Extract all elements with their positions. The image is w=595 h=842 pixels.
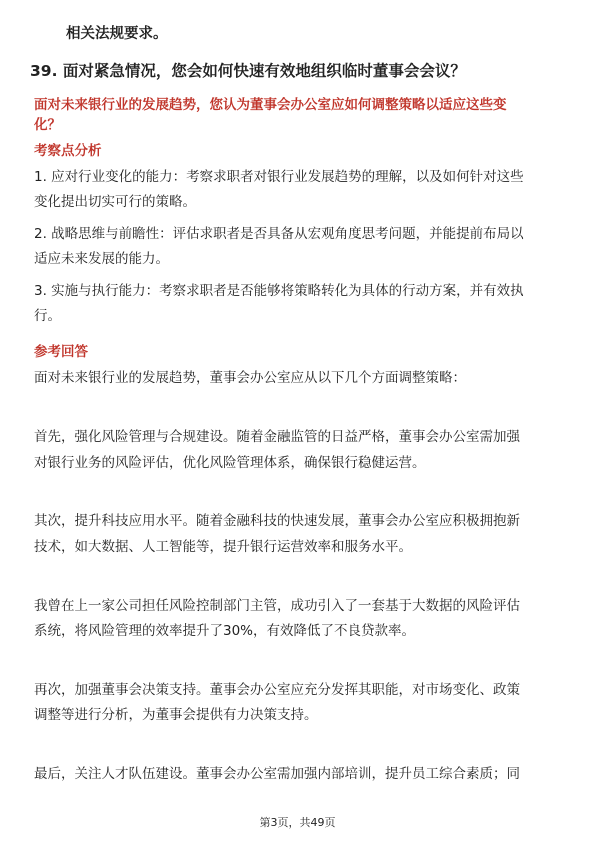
answer-paragraph: 系统，将风险管理的效率提升了30%，有效降低了不良贷款率。 <box>34 623 416 639</box>
answer-paragraph: 技术，如大数据、人工智能等，提升银行运营效率和服务水平。 <box>34 539 412 555</box>
answer-paragraph: 再次，加强董事会决策支持。董事会办公室应充分发挥其职能，对市场变化、政策 <box>34 682 520 698</box>
answer-paragraph: 面对未来银行业的发展趋势，董事会办公室应从以下几个方面调整策略： <box>34 370 466 386</box>
subquestion-line: 面对未来银行业的发展趋势，您认为董事会办公室应如何调整策略以适应这些变 <box>34 97 507 113</box>
analysis-point: 2. 战略思维与前瞻性：评估求职者是否具备从宏观角度思考问题，并能提前布局以 <box>34 226 524 242</box>
analysis-point: 3. 实施与执行能力：考察求职者是否能够将策略转化为具体的行动方案，并有效执 <box>34 283 524 299</box>
answer-paragraph: 其次，提升科技应用水平。随着金融科技的快速发展，董事会办公室应积极拥抱新 <box>34 513 520 529</box>
answer-paragraph: 首先，强化风险管理与合规建设。随着金融监管的日益严格，董事会办公室需加强 <box>34 429 520 445</box>
analysis-point: 适应未来发展的能力。 <box>34 251 169 267</box>
answer-paragraph: 最后，关注人才队伍建设。董事会办公室需加强内部培训，提升员工综合素质；同 <box>34 766 520 782</box>
page-footer: 第3页，共49页 <box>259 816 336 829</box>
analysis-point: 行。 <box>34 308 61 324</box>
continuation-text: 相关法规要求。 <box>66 26 168 42</box>
analysis-point: 1. 应对行业变化的能力：考察求职者对银行业发展趋势的理解，以及如何针对这些 <box>34 169 524 185</box>
analysis-point: 变化提出切实可行的策略。 <box>34 194 196 210</box>
answer-paragraph: 我曾在上一家公司担任风险控制部门主管，成功引入了一套基于大数据的风险评估 <box>34 598 520 614</box>
section-heading-answer: 参考回答 <box>34 344 88 360</box>
answer-paragraph: 对银行业务的风险评估，优化风险管理体系，确保银行稳健运营。 <box>34 455 426 471</box>
question-title: 39. 面对紧急情况，您会如何快速有效地组织临时董事会会议？ <box>30 62 466 80</box>
section-heading-analysis: 考察点分析 <box>34 143 102 159</box>
answer-paragraph: 调整等进行分析，为董事会提供有力决策支持。 <box>34 707 318 723</box>
subquestion-line: 化？ <box>34 117 61 133</box>
